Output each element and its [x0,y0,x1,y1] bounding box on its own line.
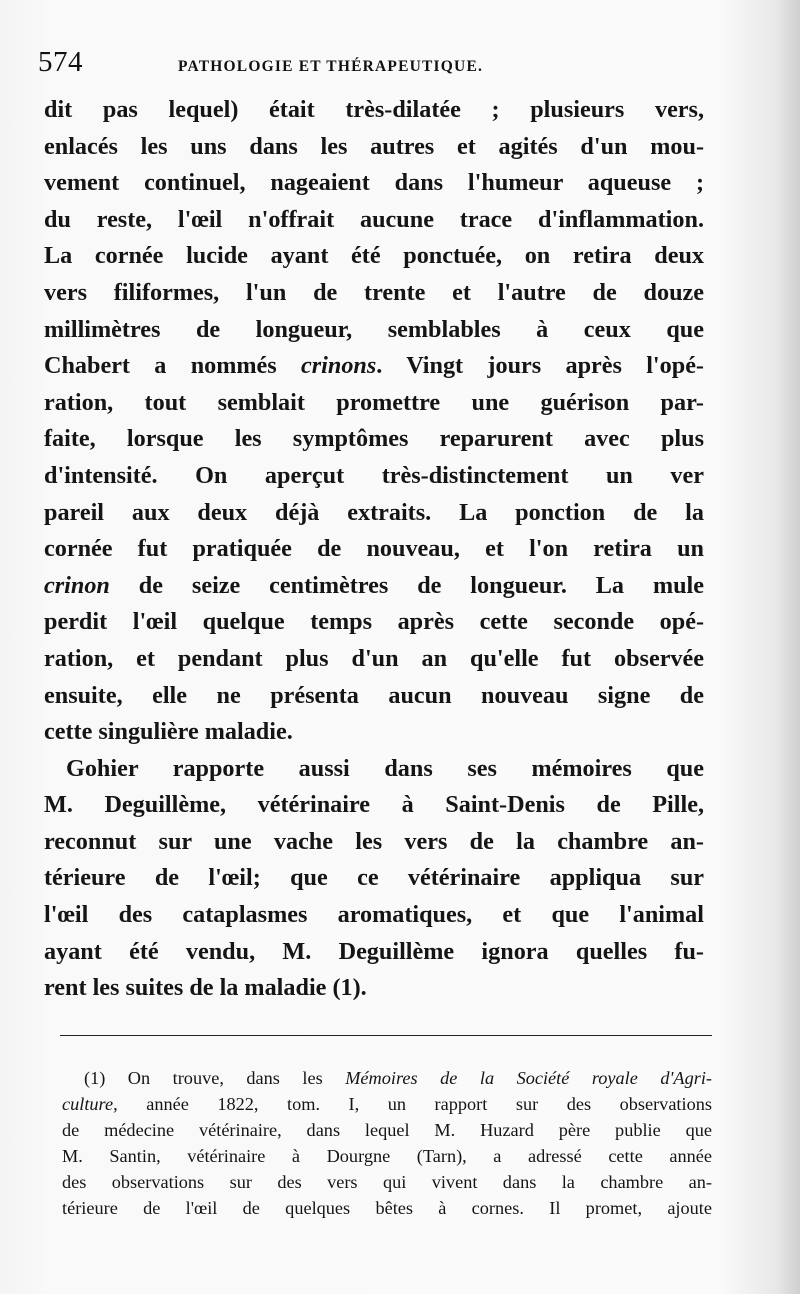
footnote [62,1065,712,1221]
text-line: ration, tout semblait promettre une guérison par- [44,388,704,416]
text-line: enlacés les uns dans les autres et agités d'un mou- [44,132,704,160]
text-line: du reste, l'œil n'offrait aucune trace d'inflammation. [44,205,704,233]
text-line: reconnut sur une vache les vers de la chambre an- [44,827,704,855]
text-line: dit pas lequel) était très-dilatée ; plusieurs vers, [44,96,704,123]
footnote-line [62,1091,712,1117]
italic-title: culture [62,1094,114,1114]
text-segment: Chabert a nommés [44,352,302,380]
text-segment: de seize centimètres de longueur. La mule [109,571,704,599]
text-line: faite, lorsque les symptômes reparurent avec plus [44,425,704,453]
text-line: térieure de l'œil; que ce vétérinaire appliqua sur [44,864,704,892]
text-line-with-italic [44,348,704,385]
footnote-line [62,1065,712,1091]
running-head: PATHOLOGIE ET THÉRAPEUTIQUE. [178,58,484,75]
body-text [44,92,704,1007]
text-line: l'œil des cataplasmes aromatiques, et que l'animal [44,901,704,929]
text-line: perdit l'œil quelque temps après cette seconde opé- [44,608,704,636]
italic-term: crinon [44,571,110,599]
text-line: vement continuel, nageaient dans l'humeur aqueuse ; [44,169,704,197]
text-segment: (1) On trouve, dans les [84,1068,346,1088]
text-segment: . Vingt jours après l'opé- [376,352,704,380]
text-line: ayant été vendu, M. Deguillème ignora quelles fu- [44,937,704,965]
text-line: vers filiformes, l'un de trente et l'autre de douze [44,278,704,306]
text-line: Gohier rapporte aussi dans ses mémoires que [66,754,704,782]
page-header [38,46,698,82]
text-line-with-italic [44,568,704,605]
text-line: ration, et pendant plus d'un an qu'elle fut observée [44,644,704,672]
footnote-divider [60,1035,712,1036]
footnote-line: M. Santin, vétérinaire à Dourgne (Tarn), a adressé cette année [62,1146,712,1166]
text-line: La cornée lucide ayant été ponctuée, on retira deux [44,242,704,270]
text-line: rent les suites de la maladie (1). [44,974,367,1002]
text-line: d'intensité. On aperçut très-distinctement un ver [44,461,704,489]
italic-term: crinons [301,352,377,380]
footnote-line: de médecine vétérinaire, dans lequel M. Huzard père publie que [62,1120,712,1140]
text-line: millimètres de longueur, semblables à ceux que [44,315,704,343]
text-segment: , année 1822, tom. I, un rapport sur des observations [113,1094,712,1114]
text-line: pareil aux deux déjà extraits. La ponction de la [44,498,704,526]
italic-title: Mémoires de la Société royale d'Agri- [345,1068,712,1088]
text-line: ensuite, elle ne présenta aucun nouveau signe de [44,681,704,709]
text-line: cornée fut pratiquée de nouveau, et l'on retira un [44,535,704,563]
text-line: M. Deguillème, vétérinaire à Saint-Denis de Pille, [44,791,704,819]
footnote-line: des observations sur des vers qui vivent dans la chambre an- [62,1172,712,1192]
page-number: 574 [38,46,83,78]
text-line: cette singulière maladie. [44,718,293,746]
footnote-line: térieure de l'œil de quelques bêtes à cornes. Il promet, ajoute [62,1198,712,1218]
